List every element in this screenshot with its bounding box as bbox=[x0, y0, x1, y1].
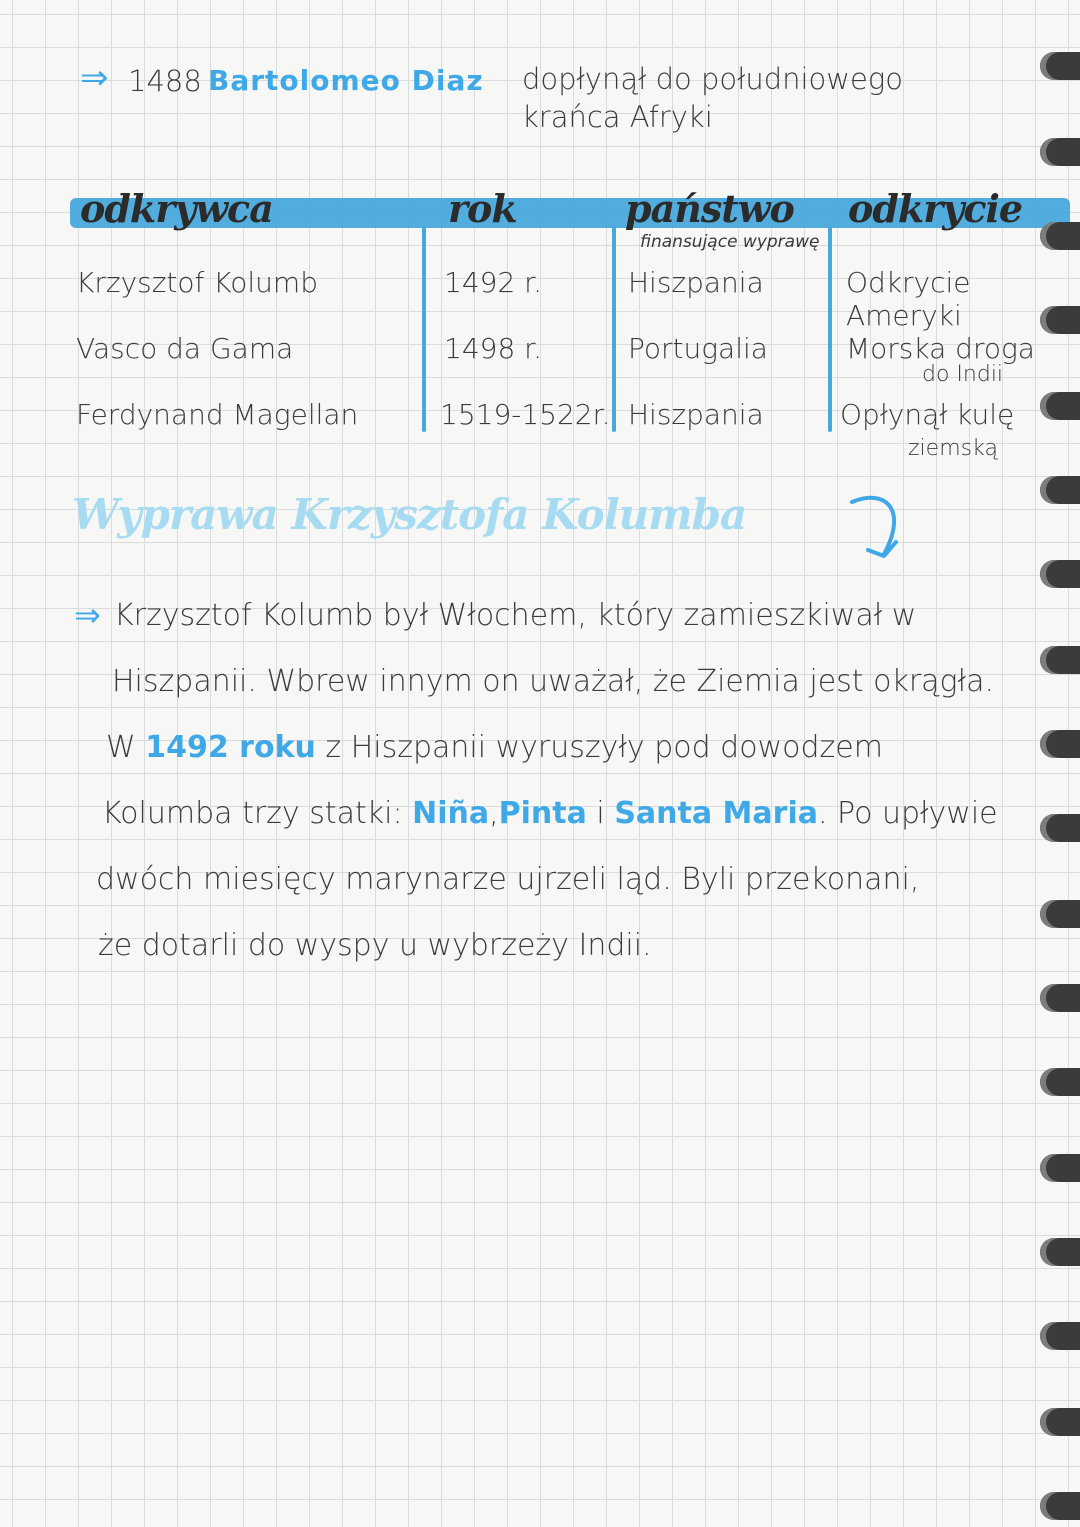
spiral-ring bbox=[1040, 560, 1080, 588]
intro-text-line2: krańca Afryki bbox=[522, 100, 713, 134]
table-cell-explorer: Vasco da Gama bbox=[76, 332, 294, 365]
table-cell-year: 1492 r. bbox=[444, 266, 542, 299]
paragraph-line: Krzysztof Kolumb był Włochem, który zamieszkiwał w bbox=[114, 598, 917, 633]
highlight-year: 1492 roku bbox=[145, 730, 316, 765]
table-header-discovery: odkrycie bbox=[848, 186, 1023, 231]
table-cell-year: 1498 r. bbox=[444, 332, 542, 365]
paragraph-text: z Hiszpanii wyruszyły pod dowodzem bbox=[325, 730, 883, 765]
ship-name: Santa Maria bbox=[614, 796, 818, 831]
table-cell-discovery-sub: do Indii bbox=[922, 362, 1004, 387]
spiral-ring bbox=[1040, 646, 1080, 674]
paragraph-line bbox=[106, 730, 883, 765]
paragraph-text: Kolumba trzy statki: bbox=[102, 796, 403, 831]
table-cell-country: Portugalia bbox=[628, 332, 768, 365]
spiral-ring bbox=[1040, 392, 1080, 420]
section-title: Wyprawa Krzysztofa Kolumba bbox=[72, 490, 747, 539]
intro-year: 1488 bbox=[128, 64, 202, 98]
table-divider bbox=[422, 226, 426, 432]
spiral-ring bbox=[1040, 1238, 1080, 1266]
spiral-ring bbox=[1040, 814, 1080, 842]
table-header-country: państwo bbox=[625, 186, 794, 231]
table-header-year: rok bbox=[448, 186, 517, 231]
spiral-ring bbox=[1040, 1068, 1080, 1096]
paragraph-line: że dotarli do wyspy u wybrzeży Indii. bbox=[98, 928, 652, 963]
table-divider bbox=[612, 226, 616, 432]
spiral-ring bbox=[1040, 1408, 1080, 1436]
table-cell-year: 1519-1522r. bbox=[440, 398, 611, 431]
spiral-ring bbox=[1040, 222, 1080, 250]
spiral-ring bbox=[1040, 730, 1080, 758]
table-header-country-note: finansujące wyprawę bbox=[640, 232, 820, 252]
paragraph-line: Hiszpanii. Wbrew innym on uważał, że Ziemia jest okrągła. bbox=[112, 664, 994, 699]
spiral-ring bbox=[1040, 900, 1080, 928]
spiral-ring bbox=[1040, 1154, 1080, 1182]
arrow-icon: ⇒ bbox=[80, 58, 109, 98]
table-cell-discovery: Odkrycie Ameryki bbox=[846, 266, 971, 332]
intro-explorer-name: Bartolomeo Diaz bbox=[208, 64, 484, 97]
table-header-explorer: odkrywca bbox=[80, 186, 273, 231]
table-cell-explorer: Krzysztof Kolumb bbox=[76, 266, 318, 299]
ship-name: Pinta bbox=[498, 796, 587, 831]
table-cell-discovery: Morska droga bbox=[846, 332, 1035, 365]
table-cell-discovery: Opłynął kulę bbox=[840, 398, 1015, 431]
spiral-ring bbox=[1040, 138, 1080, 166]
table-divider bbox=[828, 226, 832, 432]
table-cell-discovery-sub: ziemską bbox=[908, 436, 998, 461]
spiral-ring bbox=[1040, 984, 1080, 1012]
paragraph-text: i bbox=[596, 796, 605, 831]
table-cell-country: Hiszpania bbox=[628, 266, 764, 299]
spiral-ring bbox=[1040, 1322, 1080, 1350]
paragraph-line: dwóch miesięcy marynarze ujrzeli ląd. Byli przekonani, bbox=[96, 862, 920, 897]
spiral-ring bbox=[1040, 1492, 1080, 1520]
intro-text-line1: dopłynął do południowego bbox=[522, 62, 904, 96]
spiral-ring bbox=[1040, 52, 1080, 80]
spiral-ring bbox=[1040, 306, 1080, 334]
table-cell-explorer: Ferdynand Magellan bbox=[76, 398, 359, 431]
table-cell-country: Hiszpania bbox=[628, 398, 764, 431]
paragraph-text: . Po upływie bbox=[817, 796, 998, 831]
ship-name: Niña bbox=[412, 796, 490, 831]
spiral-ring bbox=[1040, 476, 1080, 504]
paragraph-text: W bbox=[106, 730, 136, 765]
paragraph-line: Kolumba trzy statki: Niña,Pinta i Santa Maria. Po upływie bbox=[102, 796, 998, 831]
curved-arrow-icon bbox=[846, 484, 916, 574]
arrow-icon: ⇒ bbox=[74, 596, 101, 634]
